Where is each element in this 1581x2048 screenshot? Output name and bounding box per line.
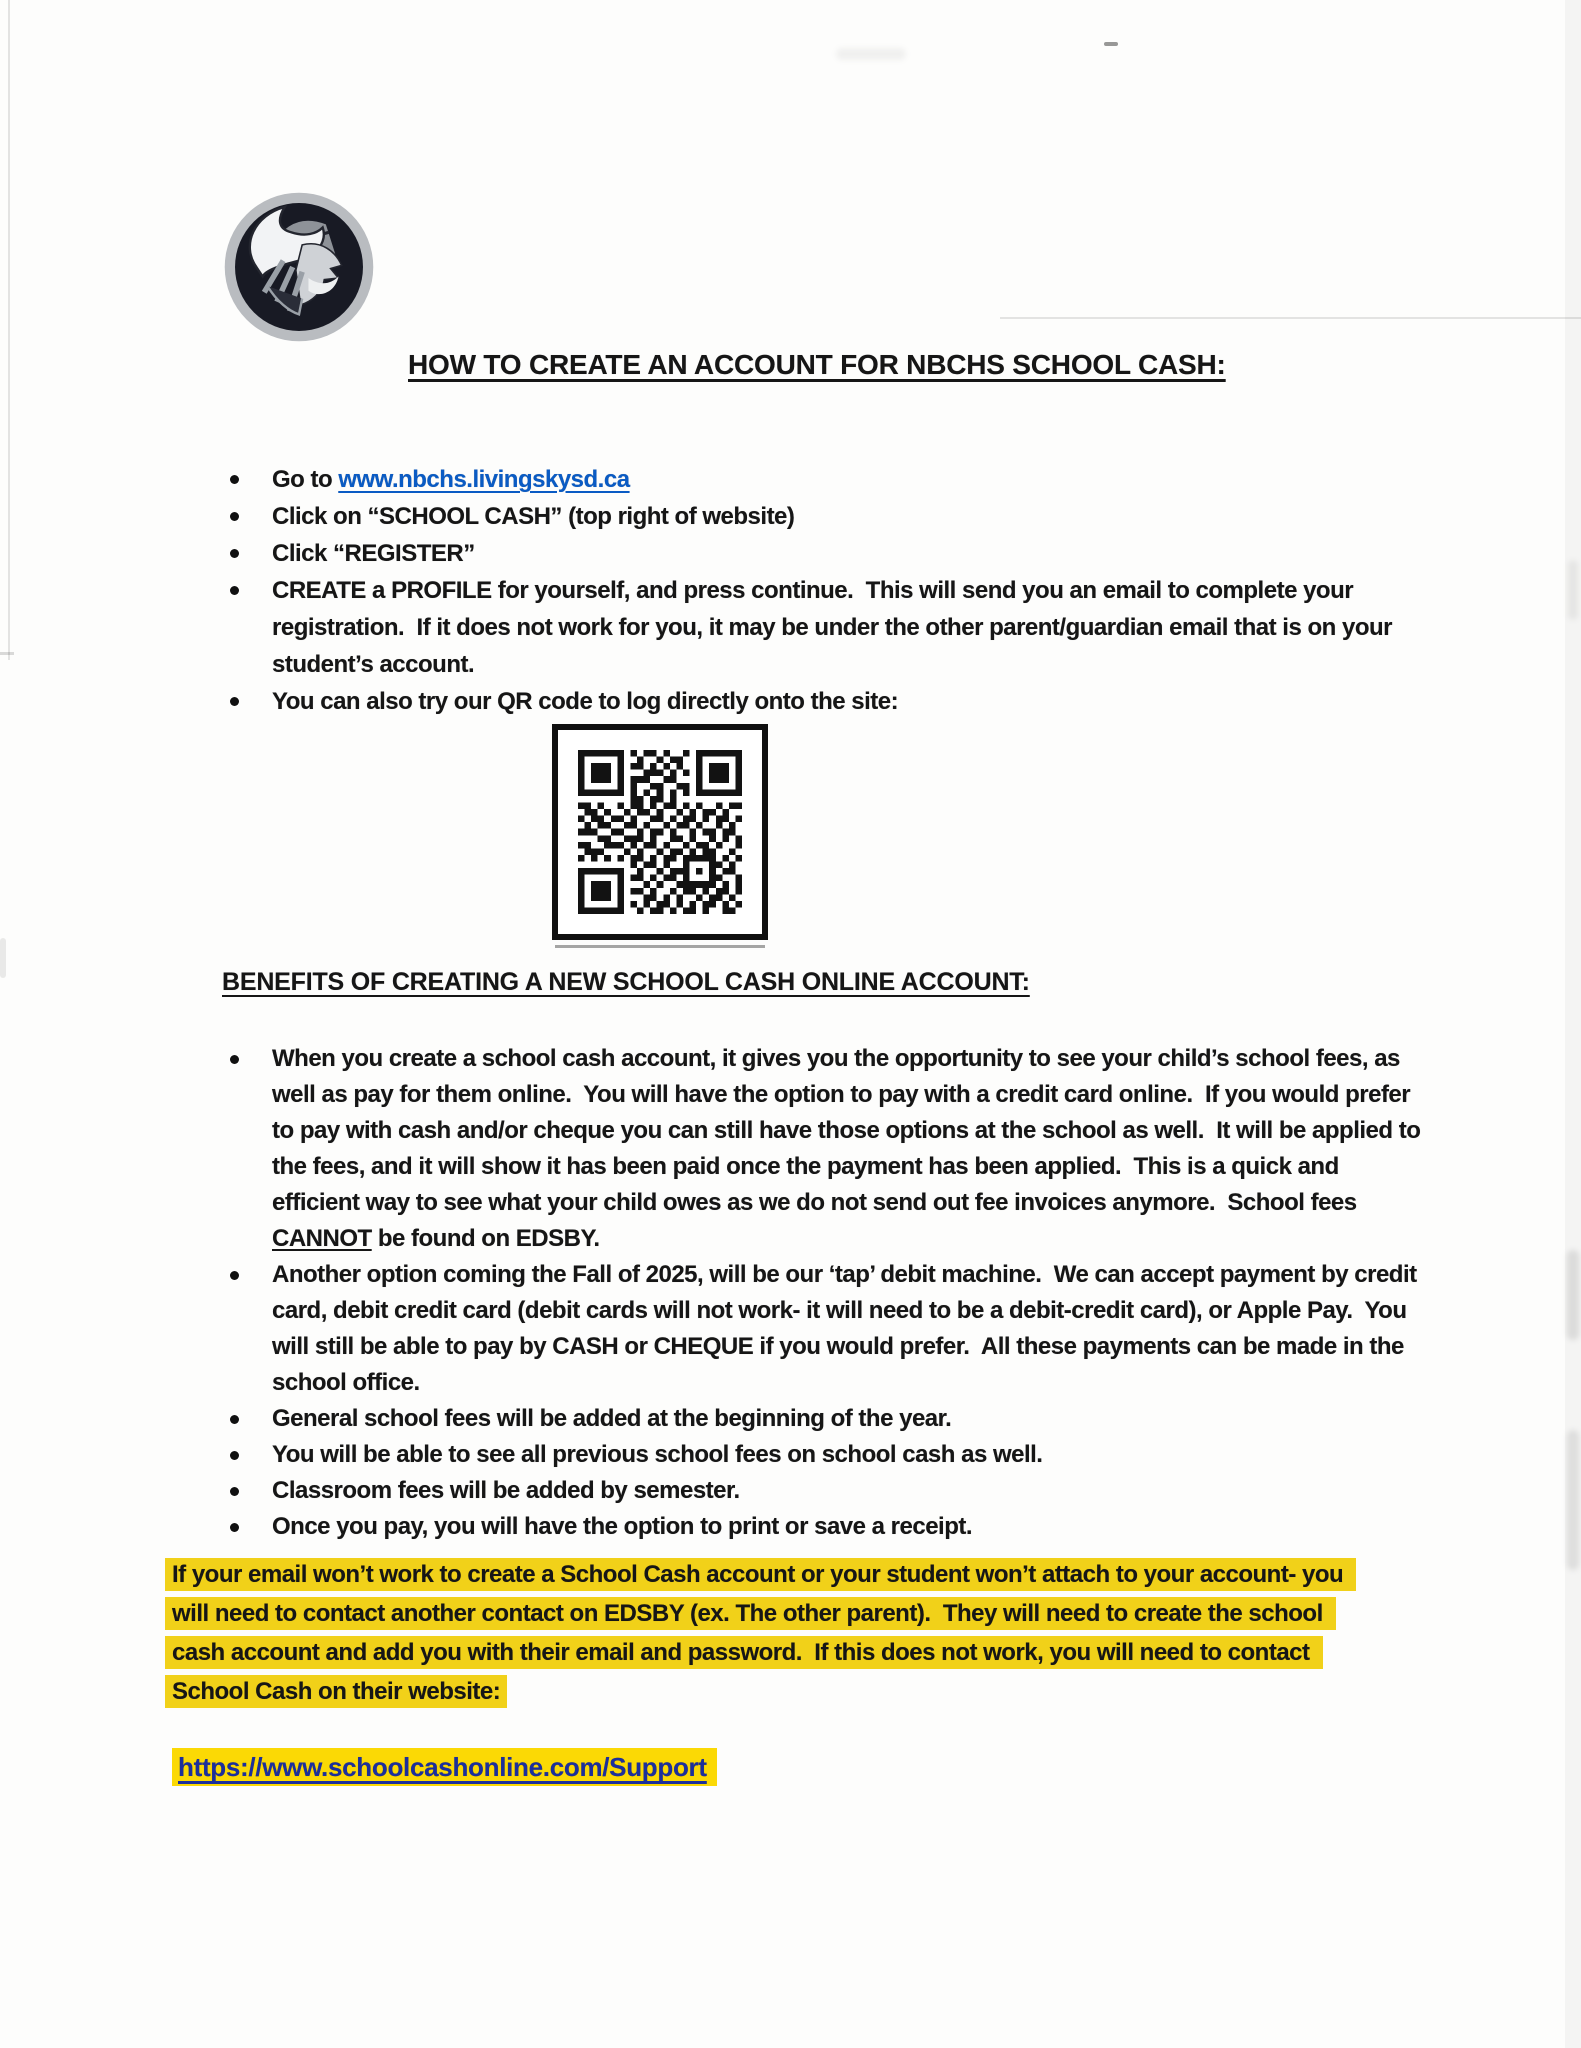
benefits-heading: BENEFITS OF CREATING A NEW SCHOOL CASH ONLINE ACCOUNT: (222, 968, 1030, 996)
document-title: HOW TO CREATE AN ACCOUNT FOR NBCHS SCHOOL CASH: (408, 349, 1226, 380)
benefit-school-fees-text: When you create a school cash account, it gives you the opportunity to see your child’s school fees, as well as pay for them online. You will have the option to pay with a credit card online. If you would prefer to pay with cash and/or cheque you can still have those options at the school as well. It will be applied to the fees, and it will show it has been paid once the payment has been applied. This is a quick and efficient way to see what your child owes as we do not send out fee invoices anymore. School fees (272, 1045, 1427, 1216)
school-logo (220, 188, 378, 346)
scan-artifact-right-smudge (1567, 1430, 1579, 1570)
scan-artifact-left-smudge (0, 938, 6, 978)
benefit-tap-machine (228, 1257, 1423, 1401)
bullet-icon (230, 475, 239, 484)
step-school-cash-text: Click on “SCHOOL CASH” (top right of website) (272, 503, 795, 530)
bullet-icon (230, 586, 239, 595)
step-register (228, 535, 1423, 572)
support-link-line (172, 1747, 1581, 1787)
scan-artifact-top-dash (1104, 42, 1118, 46)
bullet-icon (230, 549, 239, 558)
scan-artifact-qr-shadow (555, 945, 765, 948)
benefit-receipt (228, 1509, 1423, 1545)
qr-code-block (552, 724, 768, 948)
bullet-icon (230, 1055, 239, 1064)
bullet-icon (230, 1451, 239, 1460)
benefit-classroom-fees-text: Classroom fees will be added by semester. (272, 1477, 740, 1504)
benefit-previous-fees (228, 1437, 1423, 1473)
bullet-icon (230, 512, 239, 521)
bullet-icon (230, 1415, 239, 1424)
benefit-previous-fees-text: You will be able to see all previous school fees on school cash as well. (272, 1441, 1043, 1468)
scan-artifact-right-smudge (1568, 560, 1578, 620)
benefit-receipt-text: Once you pay, you will have the option to print or save a receipt. (272, 1513, 973, 1540)
step-register-text: Click “REGISTER” (272, 540, 475, 567)
bullet-icon (230, 1487, 239, 1496)
step-goto-text: Go to (272, 466, 339, 493)
scan-artifact-left-line (8, 0, 10, 660)
benefit-school-fees (228, 1041, 1427, 1257)
school-cash-support-link[interactable]: https://www.schoolcashonline.com/Support (172, 1748, 717, 1786)
scan-artifact-left-tick (0, 652, 14, 655)
benefits-list (228, 1041, 1427, 1545)
step-qr-code-text: You can also try our QR code to log directly onto the site: (272, 688, 899, 715)
step-qr-code (228, 683, 1423, 720)
qr-code-frame (552, 724, 768, 940)
benefit-general-fees (228, 1401, 1423, 1437)
scan-artifact-horizontal-line (1000, 317, 1581, 319)
scan-artifact-right-smudge (1567, 1250, 1579, 1340)
nbchs-website-link[interactable]: www.nbchs.livingskysd.ca (338, 466, 630, 493)
vikings-logo-icon (220, 188, 378, 346)
benefit-school-fees-tail: be found on EDSBY. (371, 1225, 600, 1252)
step-create-profile (228, 572, 1423, 683)
benefit-tap-machine-text: Another option coming the Fall of 2025, will be our ‘tap’ debit machine. We can accept payment by credit card, debit credit card (debit cards will not work- it will need to be a debit-credit card), or Apple Pay. You will still be able to pay by CASH or CHEQUE if you would prefer. All these payments can be made in the school office. (272, 1261, 1423, 1396)
qr-code-image (578, 750, 742, 914)
bullet-icon (230, 697, 239, 706)
highlighted-notice (165, 1555, 1381, 1711)
benefit-cannot-underlined: CANNOT (272, 1225, 372, 1252)
bullet-icon (230, 1271, 239, 1280)
benefit-classroom-fees (228, 1473, 1423, 1509)
benefit-general-fees-text: General school fees will be added at the beginning of the year. (272, 1405, 952, 1432)
notice-text: If your email won’t work to create a School Cash account or your student won’t attach to your account- you will need to contact another contact on EDSBY (ex. The other parent). They will need to create the school cash account and add you with their email and password. If this does not work, you will need to contact School Cash on their website: (165, 1558, 1356, 1708)
step-school-cash (228, 498, 1423, 535)
scan-artifact-top-smudge (836, 48, 906, 60)
scan-artifact-right-edge (1565, 0, 1581, 2048)
step-create-profile-text: CREATE a PROFILE for yourself, and press continue. This will send you an email to complete your registration. If it does not work for you, it may be under the other parent/guardian email that is on your student’s account. (272, 577, 1399, 678)
bullet-icon (230, 1523, 239, 1532)
step-goto-site (228, 461, 1423, 498)
steps-list (228, 461, 1423, 720)
